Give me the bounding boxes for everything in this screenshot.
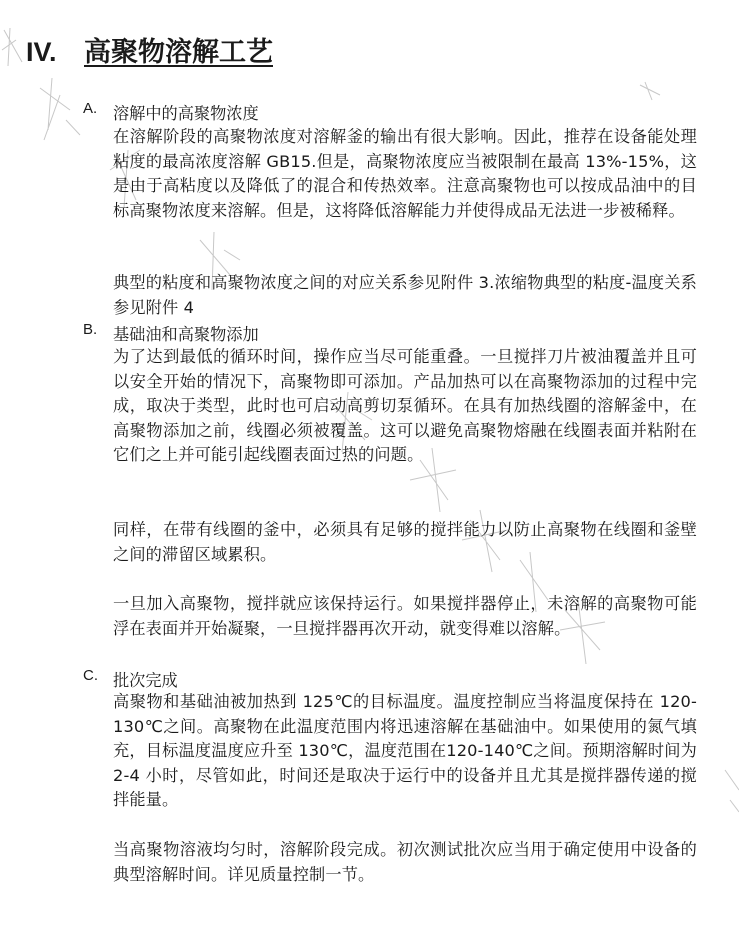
subsection-b-paragraph-1: 为了达到最低的循环时间，操作应当尽可能重叠。一旦搅拌刀片被油覆盖并且可以安全开始的情况下，高聚物即可添加。产品加热可以在高聚物添加的过程中完成，取决于类型，此时也可启动高剪切泵循环。在具有加热线圈的溶解釜中，在高聚物添加之前，线圈必须被覆盖。这可以避免高聚物熔融在线圈表面并粘附在它们之上并可能引起线圈表面过热的问题。	[113, 347, 697, 464]
subsection-b-title: 基础油和高聚物添加	[113, 325, 259, 344]
subsection-a-letter: A.	[83, 100, 98, 117]
subsection-c-paragraph-1: 高聚物和基础油被加热到 125℃的目标温度。温度控制应当将温度保持在 120-130℃之间。高聚物在此温度范围内将迅速溶解在基础油中。如果使用的氮气填充，目标温度温度应升至 130℃，温度范围在120-140℃之间。预期溶解时间为 2-4 小时，尽管如此，时间还是取决于运行中的设备并且尤其是搅拌器传递的搅拌能量。	[113, 692, 697, 809]
subsection-a-paragraph-2: 典型的粘度和高聚物浓度之间的对应关系参见附件 3.浓缩物典型的粘度-温度关系参见附件 4	[113, 273, 697, 317]
heading-title: 高聚物溶解工艺	[84, 37, 273, 68]
subsection-a-title: 溶解中的高聚物浓度	[113, 104, 259, 123]
subsection-b-letter: B.	[83, 321, 98, 338]
subsection-b-paragraph-3: 一旦加入高聚物，搅拌就应该保持运行。如果搅拌器停止，未溶解的高聚物可能浮在表面并开始凝聚，一旦搅拌器再次开动，就变得难以溶解。	[113, 594, 697, 638]
subsection-c-heading	[83, 667, 178, 691]
subsection-b-paragraph-2: 同样，在带有线圈的釜中，必须具有足够的搅拌能力以防止高聚物在线圈和釜壁之间的滞留区域累积。	[113, 520, 697, 564]
subsection-a-paragraph-1: 在溶解阶段的高聚物浓度对溶解釜的输出有很大影响。因此，推荐在设备能处理粘度的最高浓度溶解 GB15.但是，高聚物浓度应当被限制在最高 13%-15%，这是由于高粘度以及降低了的混合和传热效率。注意高聚物也可以按成品油中的目标高聚物浓度来溶解。但是，这将降低溶解能力并使得成品无法进一步被稀释。	[113, 127, 697, 220]
subsection-c-paragraph-2: 当高聚物溶液均匀时，溶解阶段完成。初次测试批次应当用于确定使用中设备的典型溶解时间。详见质量控制一节。	[113, 840, 697, 884]
subsection-a-heading	[83, 100, 259, 124]
section-heading	[26, 30, 273, 69]
heading-number: IV.	[26, 37, 57, 67]
subsection-c-letter: C.	[83, 667, 98, 684]
subsection-c-title: 批次完成	[113, 671, 178, 690]
subsection-b-heading	[83, 321, 259, 345]
